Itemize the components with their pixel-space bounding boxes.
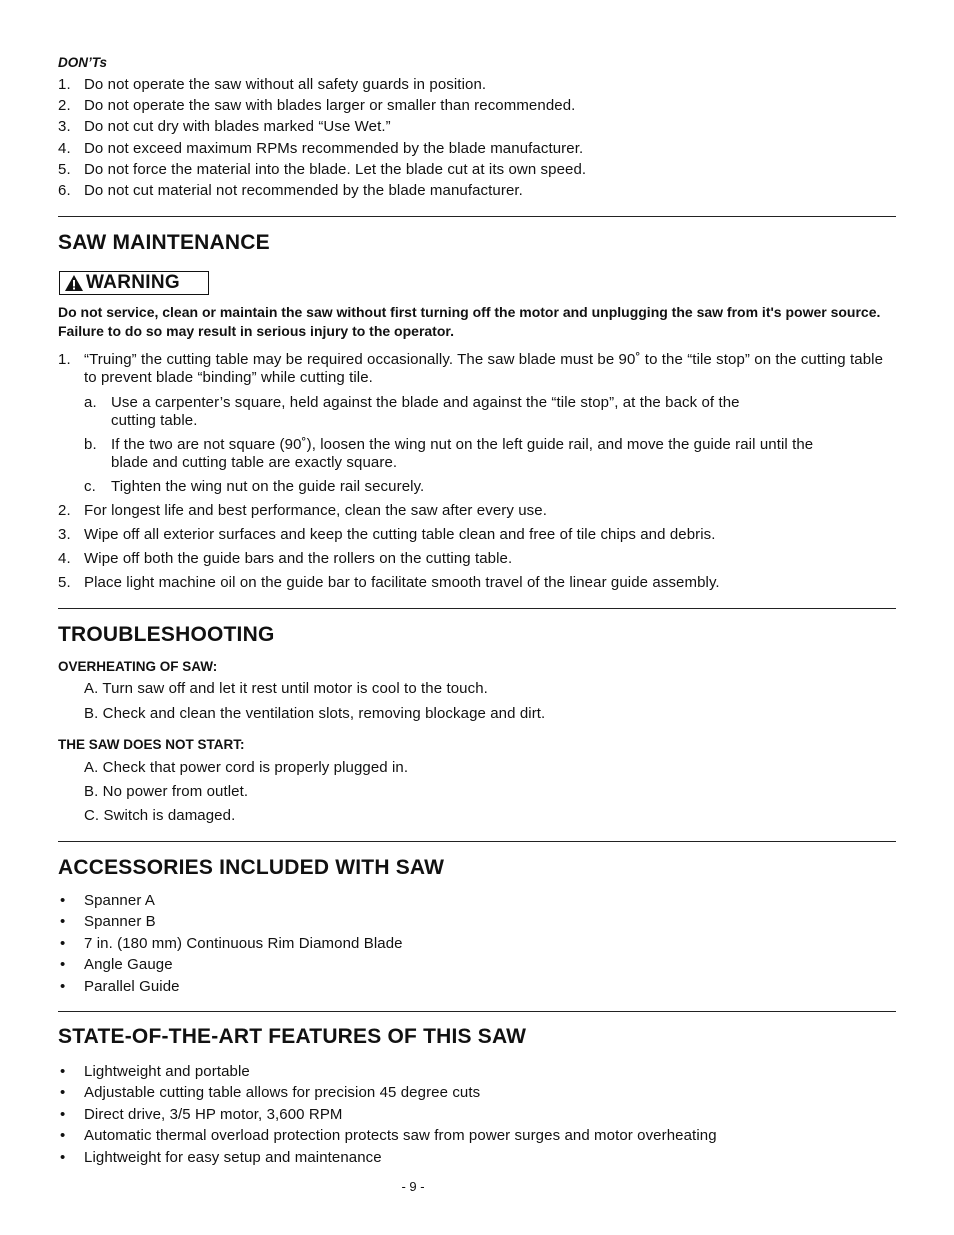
features-heading: STATE-OF-THE-ART FEATURES OF THIS SAW: [58, 1025, 527, 1048]
list-item: • Automatic thermal overload protection protects saw from power surges and motor overheating: [60, 1127, 717, 1145]
troubleshooting-heading: TROUBLESHOOTING: [58, 623, 275, 646]
list-item: • Direct drive, 3/5 HP motor, 3,600 RPM: [60, 1105, 343, 1123]
list-item: • Adjustable cutting table allows for precision 45 degree cuts: [60, 1084, 481, 1102]
list-item: 5. Do not force the material into the blade. Let the blade cut at its own speed.: [58, 160, 587, 178]
list-item: • 7 in. (180 mm) Continuous Rim Diamond Blade: [60, 934, 403, 952]
list-item: 3. Do not cut dry with blades marked “Use Wet.”: [58, 118, 391, 136]
features-list: [58, 1063, 896, 1170]
list-item: 4. Wipe off both the guide bars and the rollers on the cutting table.: [58, 550, 513, 567]
sub-list-item: b. If the two are not square (90˚), loosen the wing nut on the left guide rail, and move the guide rail until the blade and cutting table are exactly square.: [84, 436, 814, 471]
maintenance-heading: SAW MAINTENANCE: [58, 231, 270, 254]
section-divider: [58, 841, 896, 842]
list-item: 1. “Truing” the cutting table may be required occasionally. The saw blade must be 90˚ to the “tile stop” on the cutting table to prevent blade “binding” while cutting tile.: [58, 351, 884, 386]
list-item: 6. Do not cut material not recommended by the blade manufacturer.: [58, 181, 523, 199]
list-item: B. Check and clean the ventilation slots, removing blockage and dirt.: [84, 705, 546, 722]
warning-triangle-icon: [64, 274, 84, 292]
list-item: 1. Do not operate the saw without all safety guards in position.: [58, 76, 487, 93]
list-item: 5. Place light machine oil on the guide bar to facilitate smooth travel of the linear guide assembly.: [58, 574, 720, 591]
warning-label: WARNING: [86, 272, 180, 293]
section-divider: [58, 216, 896, 217]
section-divider: [58, 1011, 896, 1012]
section-divider: [58, 608, 896, 609]
list-item: • Spanner A: [60, 892, 155, 909]
list-item: • Angle Gauge: [60, 956, 173, 974]
list-item: 2. For longest life and best performance, clean the saw after every use.: [58, 502, 547, 519]
page-number: - 9 -: [401, 1179, 425, 1194]
list-item: C. Switch is damaged.: [84, 807, 236, 824]
list-item: A. Turn saw off and let it rest until motor is cool to the touch.: [84, 680, 488, 697]
list-item: 3. Wipe off all exterior surfaces and keep the cutting table clean and free of tile chips and debris.: [58, 526, 716, 543]
troubleshooting-subheading: THE SAW DOES NOT START:: [58, 737, 245, 752]
list-item: • Spanner B: [60, 913, 156, 931]
sub-list-item: c. Tighten the wing nut on the guide rail securely.: [84, 478, 425, 495]
accessories-heading: ACCESSORIES INCLUDED WITH SAW: [58, 856, 445, 879]
accessories-list: [58, 892, 896, 999]
list-item: A. Check that power cord is properly plugged in.: [84, 759, 409, 776]
sub-list-item: a. Use a carpenter’s square, held against the blade and against the “tile stop”, at the back of the cutting table.: [84, 394, 740, 429]
donts-list: [58, 76, 896, 203]
maintenance-list: [58, 351, 896, 592]
warning-badge: [59, 271, 209, 295]
list-item: B. No power from outlet.: [84, 783, 249, 800]
warning-text: Do not service, clean or maintain the saw without first turning off the motor and unplugging the saw from it's power source. Failure to do so may result in serious injury to the operator.: [58, 304, 881, 339]
troubleshooting-subheading: OVERHEATING OF SAW:: [58, 659, 218, 674]
donts-title: DON’Ts: [58, 55, 108, 70]
list-item: • Lightweight for easy setup and maintenance: [60, 1148, 382, 1166]
list-item: • Parallel Guide: [60, 977, 180, 995]
list-item: 4. Do not exceed maximum RPMs recommended by the blade manufacturer.: [58, 139, 584, 157]
list-item: • Lightweight and portable: [60, 1063, 250, 1080]
list-item: 2. Do not operate the saw with blades larger or smaller than recommended.: [58, 97, 576, 115]
